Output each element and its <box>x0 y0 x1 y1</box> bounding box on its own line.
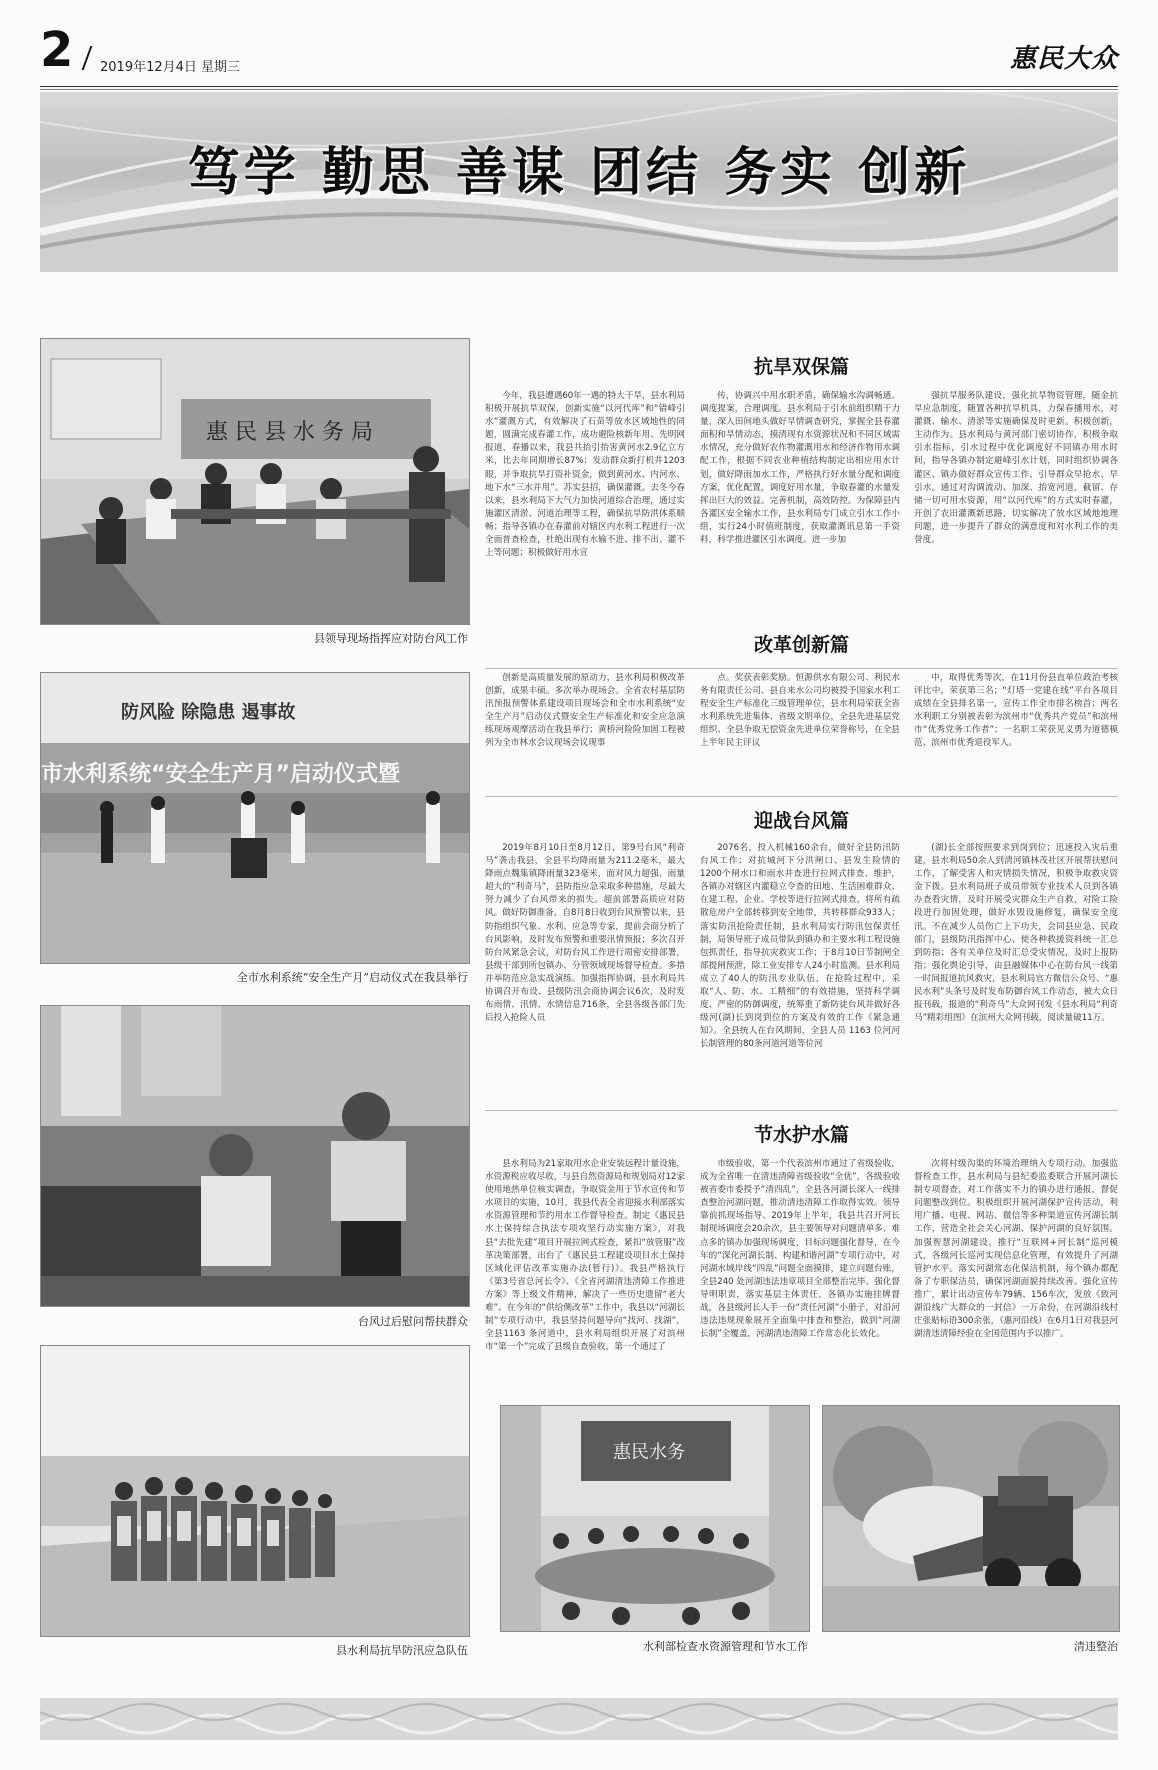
reform-column-3: 中，取得优秀等次，在11月份县直单位政治考核评比中，荣获第三名；“灯塔一党建在线”平台各项目成绩在全县排名第一，宣传工作全市排名榜首；两名水利职工分别被表彰为滨州市“优秀共产党员”和滨州市“优秀党务工作者”；一名职工荣获见义勇为道德模范、滨州市优秀退役军人。 <box>914 673 1118 749</box>
photo-caption-inspection: 水利部检查水资源管理和节水工作 <box>643 1640 808 1653</box>
photo-inspection <box>500 1405 810 1632</box>
reform-column-2: 点。奖获表彰奖励。恒源供水有限公司、利民水务有限责任公司、县自来水公司均被授予国家水利工程安全生产标准化三级管理单位，县水利局荣获全省水利系统先进集体、省级文明单位，全县先进基层党组织、全县争取无偿资金先进单位荣誉称号，在全县上半年民主评议 <box>700 673 900 749</box>
photo-caption-emergency-team: 县水利局抗旱防汛应急队伍 <box>336 1644 468 1657</box>
meeting-wall-sign: 惠 民 县 水 务 局 <box>206 420 373 445</box>
photo-caption-meeting: 县领导现场指挥应对防台风工作 <box>314 632 468 645</box>
newspaper-brand: 惠民大众 <box>1009 44 1118 74</box>
photo-condolence <box>40 1005 470 1307</box>
motto-title: 笃学 勤思 善谋 团结 务实 创新 <box>187 143 971 203</box>
section-divider <box>485 668 1118 669</box>
page-number-slash <box>82 46 93 70</box>
reform-column-1: 创新是高质量发展的原动力，县水利局积极改革创新，成果丰硕。多次举办现场会。全省农村基层防汛预报预警体系建设项目现场会和全市水利系统“安全生产月”启动仪式暨安全生产标准化和安全应急演练现场观摩活动在我县举行；黄桥河险险加固工程被列为全市林水会议现场会议现事 <box>485 673 685 749</box>
section-divider <box>485 796 1118 797</box>
photo-caption-ceremony: 全市水利系统“安全生产月”启动仪式在我县举行 <box>236 971 468 984</box>
typhoon-column-2: 2076名，投入机械160余台，做好全县防汛防台风工作；对抗城河下分洪闸口、县发生险情的1200个闸水口和雨水并查进行拉网式排查、维护，各镇办对辖区内灌稳立令查的田地、生活困难群众、在建工程、企业、学校等进行拉网式排查，将所有疏散危房户全部转移到安全地带，共转移群众933人；落实防汛抢险责任制，县水利局实行防汛包保责任制，局领导班子成员带队到镇办和主要水利工程设施包抓责任，指导抗灾救灾工作；于8月10日节制闸全部提闸预泄，除工业安排专人24小时监测。县水利局成立了40人的防汛专业队伍，在抢险过程中，采取“人、防、水、工精细”的有效措施，坚持科学调度、严密的防御调度，统筹重了新防徒台风并做好各级河(湖)长到岗到位的方案及有效的工作《紧急通知》。全县统人在台风期间，全县人员 1163 位河河长制管理的80条河道河道等位河 <box>700 843 900 1050</box>
ceremony-slogan: 防风险 除隐患 遏事故 <box>121 702 296 723</box>
water-column-2: 市级验收，第一个代表滨州市通过了省级验收，成为全省唯一在清违清障省级验收“全优”，各级验收被省委市委授予“清四乱”，全县各河湖长深入一线排查整治河湖问题，推动清违清障工作取得实效。领导靠前抓现场指导、2019年上半年，我县共召开河长制现场调度会20余次，县主要领导对问题清单多、难点多的镇办加强现场调度，目标问题强化督导，在今年的“深化河湖长制、构建和谐河湖”专项行动中，对河湖水域岸线“四乱”问题全面摸排，建立问题台账，全县240 处河湖违法违章项目全部整治完毕。强化督导明职责，落实基层主体责任，各镇办实施挂牌督战，各县级河长人手一份“责任河湖”小册子，对沿河违法违规现象展开全面集中排查和整治，做到“河湖长制”全覆盖，河湖清违清障工作常态化长效化。 <box>700 1159 900 1340</box>
drought-column-2: 传，协调兴中用水职矛盾，确保输水沟调畅通。调度提案，合理调度。县水利局于引水前组织精干力量，深入田间地头做好旱情调查研究，掌握全县春灌面积和旱情动态，摸清现有水资源状况和不同区域需水情况，充分做好农作物灌溉用水和经济作物用水调配工作，根据不同农业种植结构制定出相应用水计划，做好降雨加水工作，严格执行好水量分配和调度方案，优化配置，调度好用水量，争取春灌的水量发挥出巨大的效益。完善机制，高效防控。为保障县内各灌区安全输水工作，县水利局专门成立引水工作小组，实行24小时值班制度，获取灌溉讯息第一手资料，科学推进灌区引水调度。进一步加 <box>700 391 900 546</box>
drought-column-1: 今年，我县遭遇60年一遇的特大干旱，县水利局积极开展抗旱双保，创新实施“以河代库”和“错峰引水”灌溉方式，有效解决了石苗等放水区域地性的同题，圆满完成春灌工作，成功避险核新年用、先明网报道，春播以来，我县共抬引抬害黄河水2.9亿立方米，比去年同期增长87%；发动群众新打机井1203眼，并争取抗旱打资补资金，做到黄河水、内河水、地下水“三水并用”。苏实县招，确保灌溉。去冬今春以来，县水利局下大气力加快河道综合治理，通过实施灌区清淤、河道治理等工程，确保抗旱防洪体系顺畅；指导各镇办在春灌前对辖区内水利工程进行一次全面普查检查，杜绝出现有水输不进、排不出、灌不上等问题；积极做好用水宣 <box>485 391 685 559</box>
typhoon-column-3: (湖)长全部按照要求到岗到位；迅速投入灾后重建，县水利局50余人到清河镇林茂社区开展帮扶慰问工作，了解受害人和灾情损失情况，积极争取救灾资金下拨。县水利局班子成员带领专业技术人员到各镇办查看灾情，及时开展受灾群众生产自救，对险工险段进行加固处理，做好水毁设施修复，确保安全度汛。不在减少人员伤亡上下功夫，会同县应急、民政部门，县级防汛指挥中心、使各种救援资料统一汇总到防指；各有关单位及时汇总受灾情况，及时上报防指；强化舆论引导，由县融媒体中心在防台风一线第一时间报道抗风救灾，县水利局官方微信公众号、“惠民水利”头条号及时发布防御台风工作动态，被大众日报刊载，报道的“利奇马”大众网刊发《县水利局“利奇马”精彩组图》在滨州大众网刊载，阅读量破11万。 <box>914 843 1118 1024</box>
drought-column-3: 强抗旱服务队建设，强化抗旱物资管理，随金抗旱应急制度，随置各种抗旱机具，力保春播用水，对灌溉、输水、清淤等实施确保及时更新。积极创新，主动作为。县水利局与黄河部门密切协作，积极争取引水指标，引水过程中优化调度好不同镇办用水时间，指导各镇办制定避峰引水计划，同时组织协调各灌区、镇办做好群众宣传工作，引导群众早抢水、早引水。通过对沟调流动、加深、抬宽河道，截留、存储一切可用水资源，用“以河代库”的方式实时春灌，开创了农田灌溉新思路，切实解决了放水区域地地理问题，进一步提升了群众的满意度和对水利工作的美誉度。 <box>914 391 1118 546</box>
water-column-1: 县水利局为21家取用水企业安装远程计量设施，水资源税应收尽收，与县自然资源局和规划局对12家使用地热单位核实调查，争取资金用于节水宣传和节水项目的实施，10月，我县代表全省迎接水利部落实水资源管理和节约用水工作督导检查。制定《惠民县水土保持综合执法专项攻坚行动实施方案》，对我县“去批先建”项目开展拉网式检查，紧扣“放管服”改革决策部署，出台了《惠民县工程建设项目水土保持区域化评估改革实施办法(暂行)》。我县严格执行《第3号省总河长令》、《全省河湖清违清障工作推进方案》等上级文件精神，解决了一些历史遗留“老大难”。在今年的“供给侧改革”工作中，我县以“河湖长制”专项行动中，我县坚持问题导向“找河、找湖”，全县1163 条河道中，县水利局组织开展了对滨州市“第一个”完成了县级自查验收，第一个通过了 <box>485 1159 685 1353</box>
inspection-wall-sign: 惠民水务 <box>613 1442 685 1463</box>
ceremony-banner-text: 市水利系统“安全生产月”启动仪式暨 <box>41 762 400 787</box>
section-title-water: 节水护水篇 <box>753 1124 849 1146</box>
photo-ceremony <box>40 672 470 964</box>
section-divider <box>485 1110 1118 1111</box>
page-number: 2 <box>40 22 72 78</box>
water-column-3: 次将村级沟渠的环境治理纳入专项行动。加强监督检查工作，县水利局与县纪委监委联合开展河湖长制专项督查，对工作落实不力的镇办进行通报，督促问题整改到位。积极组织开展河湖保护宣传活动，利用广播、电视、网站、微信等多种渠道宣传河湖长制工作，营造全社会关心河湖、保护河湖的良好氛围。加强智慧河湖建设，推行“互联网+河长制”巡河模式，各级河长巡河实现信息化管理，有效提升了河湖管护水平。落实河湖常态化保洁机制，每个镇办都配备了专职保洁员，确保河湖面貌持续改善。强化宣传推广，累计出动宣传车79辆、156车次，发放《致河湖沿线广大群众的一封信》一万余份，在河湖沿线村庄张贴标语300余张，（惠河沿线）在6月1日对我县河湖清违清障经验在全国范围内予以推广。 <box>914 1159 1118 1340</box>
photo-caption-demolition: 清违整治 <box>1074 1640 1118 1653</box>
photo-emergency-team <box>40 1345 470 1637</box>
section-title-typhoon: 迎战台风篇 <box>753 810 849 832</box>
photo-meeting <box>40 338 470 625</box>
typhoon-column-1: 2019年8月10日至8月12日，第9号台风“利奇马”袭击我县，全县平均降雨量为211.2毫米，最大降雨点魏集镇降雨量323毫米，面对风力超强、雨量超大的“利奇马”，县防指应急采取多种措施，尽最大努力减少了台风带来的损失。超前部署高质应对防风。做好防御准备，自8月8日收到台风预警以来，县防指组织气象、水利、应急等专家，提前会商分析了台风影响，及时发布预警和重要汛情预报；多次召开防台风紧急会议，对防台风工作进行周密安排部署，县级干部到所包镇办、分管领域现场督导检查。多措并举防范应急实战演练。加强指挥协调，县水利局共协调召开布设、县级防汛会商协调会议6次，及时发布雨情、汛情、水情信息716条，全县各级各部门先后投入抢险人员 <box>485 843 685 1024</box>
motto-banner <box>40 92 1118 272</box>
footer-decoration-band <box>40 1698 1118 1740</box>
issue-date: 2019年12月4日 星期三 <box>100 60 241 75</box>
header-rule <box>40 86 1118 87</box>
photo-demolition <box>822 1405 1120 1632</box>
section-title-drought: 抗旱双保篇 <box>753 356 849 378</box>
section-title-reform: 改革创新篇 <box>753 634 849 656</box>
header-rule-thin <box>40 89 1118 90</box>
photo-caption-condolence: 台风过后慰问帮扶群众 <box>358 1315 468 1328</box>
